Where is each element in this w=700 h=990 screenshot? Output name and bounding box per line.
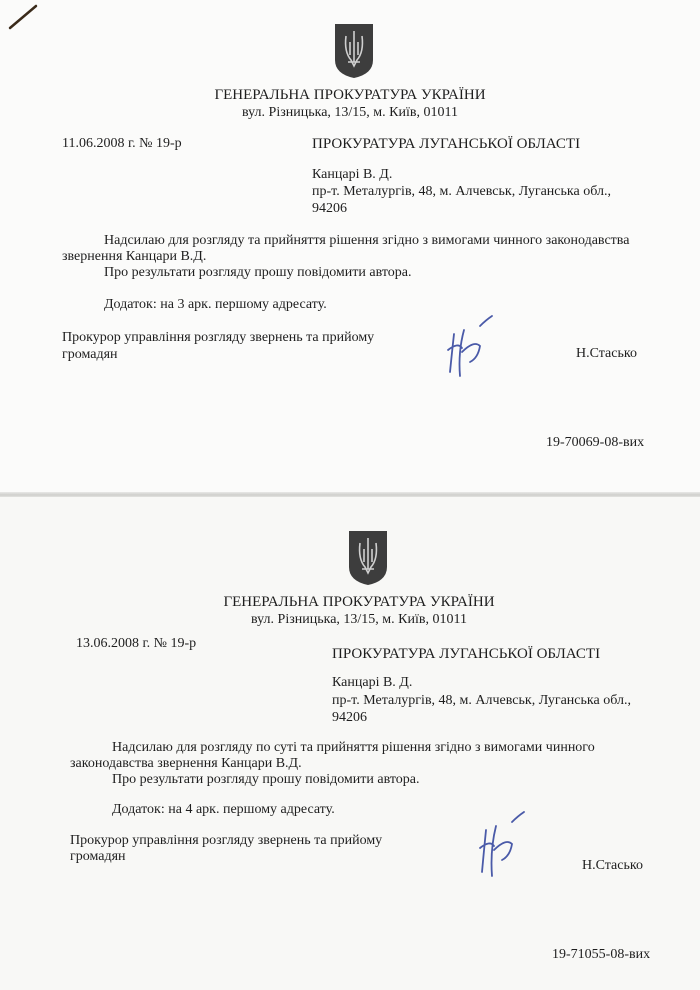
organization-name: ГЕНЕРАЛЬНА ПРОКУРАТУРА УКРАЇНИ: [214, 87, 486, 103]
signature-icon: [440, 312, 500, 382]
body-line: Про результати розгляду прошу повідомити автора.: [112, 772, 420, 787]
letter-2: [0, 497, 700, 990]
date-number: 13.06.2008 г. № 19-р: [76, 636, 197, 651]
date-number: 11.06.2008 г. № 19-р: [62, 136, 182, 151]
recipient-address-line2: 94206: [312, 201, 347, 216]
body-line: законодавства звернення Канцари В.Д.: [70, 756, 302, 771]
recipient-address-line1: пр-т. Металургів, 48, м. Алчевськ, Луганська обл.,: [332, 693, 631, 708]
body-line: Надсилаю для розгляду по суті та прийняття рішення згідно з вимогами чинного: [112, 740, 595, 755]
signer-title: Прокурор управління розгляду звернень та прийому: [70, 833, 383, 848]
signer-title: громадян: [62, 347, 118, 362]
signature-icon: [470, 810, 530, 880]
signer-title: Прокурор управління розгляду звернень та прийому: [62, 330, 375, 345]
body-line: Про результати розгляду прошу повідомити автора.: [104, 265, 412, 280]
organization-address: вул. Різницька, 13/15, м. Київ, 01011: [251, 612, 467, 627]
attachment-note: Додаток: на 3 арк. першому адресату.: [104, 297, 327, 312]
recipient-name: Канцарі В. Д.: [312, 167, 393, 182]
recipient-organization: ПРОКУРАТУРА ЛУГАНСЬКОЇ ОБЛАСТІ: [332, 646, 601, 662]
signer-name: Н.Стасько: [576, 346, 637, 361]
organization-name: ГЕНЕРАЛЬНА ПРОКУРАТУРА УКРАЇНИ: [223, 594, 495, 610]
coat-of-arms-icon: [347, 529, 389, 587]
recipient-organization: ПРОКУРАТУРА ЛУГАНСЬКОЇ ОБЛАСТІ: [312, 136, 581, 152]
signer-title: громадян: [70, 849, 126, 864]
outgoing-number: 19-70069-08-вих: [546, 435, 645, 450]
recipient-name: Канцарі В. Д.: [332, 675, 413, 690]
recipient-address-line2: 94206: [332, 710, 367, 725]
outgoing-number: 19-71055-08-вих: [552, 947, 651, 962]
recipient-address-line1: пр-т. Металургів, 48, м. Алчевськ, Луганська обл.,: [312, 184, 611, 199]
organization-address: вул. Різницька, 13/15, м. Київ, 01011: [242, 105, 458, 120]
body-line: Надсилаю для розгляду та прийняття рішення згідно з вимогами чинного законодавства: [104, 233, 630, 248]
attachment-note: Додаток: на 4 арк. першому адресату.: [112, 802, 335, 817]
pen-mark: [6, 0, 44, 30]
signer-name: Н.Стасько: [582, 858, 643, 873]
body-line: звернення Канцари В.Д.: [62, 249, 207, 264]
coat-of-arms-icon: [333, 22, 375, 80]
